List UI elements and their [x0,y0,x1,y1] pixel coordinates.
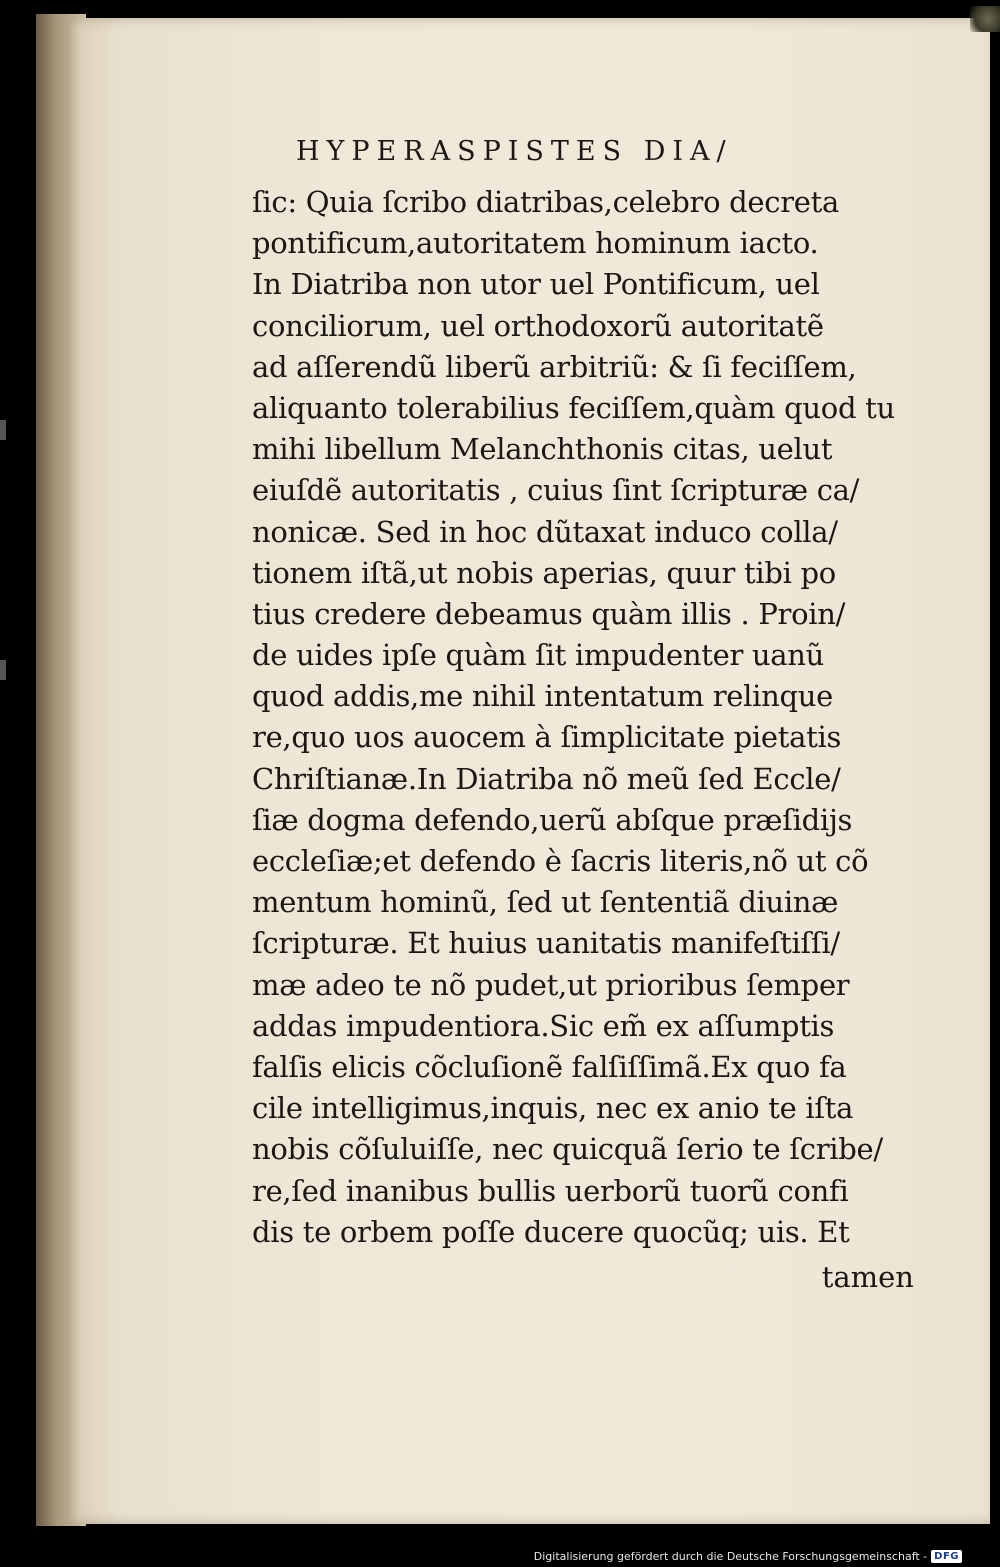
text-line: eiuſdẽ autoritatis , cuius ſint ſcripturæ ca/ [252,473,860,508]
text-line: ſiæ dogma defendo,uerũ abſque præſidijs [252,802,853,837]
text-line: addas impudentiora.Sic em̃ ex aſſumptis [252,1008,835,1043]
text-line: tius credere debeamus quàm illis . Proin/ [252,596,846,631]
text-lines [252,182,932,1253]
text-line: In Diatriba non utor uel Pontificum, uel [252,267,820,302]
text-line: mæ adeo te nõ pudet,ut prioribus ſemper [252,967,850,1002]
text-line: ſcripturæ. Et huius uanitatis manifeſtiſſi/ [252,926,840,961]
running-head: HYPERASPISTES DIA/ [296,136,733,167]
page-text-block [252,130,932,1298]
text-line: ſic: Quia ſcribo diatribas,celebro decreta [252,185,839,219]
edge-mark [0,660,6,680]
text-line: nonicæ. Sed in hoc dũtaxat induco colla/ [252,514,838,549]
text-line: Chriſtianæ.In Diatriba nõ meũ ſed Eccle/ [252,761,841,796]
text-line: pontificum,autoritatem hominum iacto. [252,226,819,261]
catchword: tamen [821,1259,914,1294]
digitization-credit [534,1550,962,1563]
text-line: re,quo uos auocem à ſimplicitate pietatis [252,720,842,755]
text-line: re,ſed inanibus bullis uerborũ tuorũ confi [252,1173,849,1208]
text-line: quod addis,me nihil intentatum relinque [252,679,833,714]
text-line: mentum hominũ, ſed ut ſententiã diuinæ [252,885,839,920]
text-line: eccleſiæ;et defendo è ſacris literis,nõ ut cõ [252,844,869,878]
text-line: tionem iſtã,ut nobis aperias, quur tibi po [252,555,836,590]
text-line: mihi libellum Melanchthonis citas, uelut [252,432,833,467]
credit-text: Digitalisierung gefördert durch die Deutsche Forschungsgemeinschaft - [533,1550,928,1563]
text-line: conciliorum, uel orthodoxorũ autoritatẽ [252,308,824,343]
edge-mark [0,420,6,440]
text-line: dis te orbem poſſe ducere quocũq; uis. Et [252,1214,850,1249]
text-line: ad aſſerendũ liberũ arbitriũ: & ſi feciſſem, [252,349,857,384]
text-line: nobis cõſuluiſſe, nec quicquã ſerio te ſcribe/ [252,1132,883,1167]
text-line: de uides ipſe quàm ſit impudenter uanũ [252,638,825,673]
text-line: falſis elicis cõcluſionẽ falſiſſimã.Ex quo fa [252,1049,847,1084]
text-line: aliquanto tolerabilius feciſſem,quàm quod tu [252,390,895,425]
corner-shadow [970,6,1000,32]
text-line: cile intelligimus,inquis, nec ex anio te iſta [252,1091,854,1126]
dfg-logo: DFG [931,1550,962,1563]
